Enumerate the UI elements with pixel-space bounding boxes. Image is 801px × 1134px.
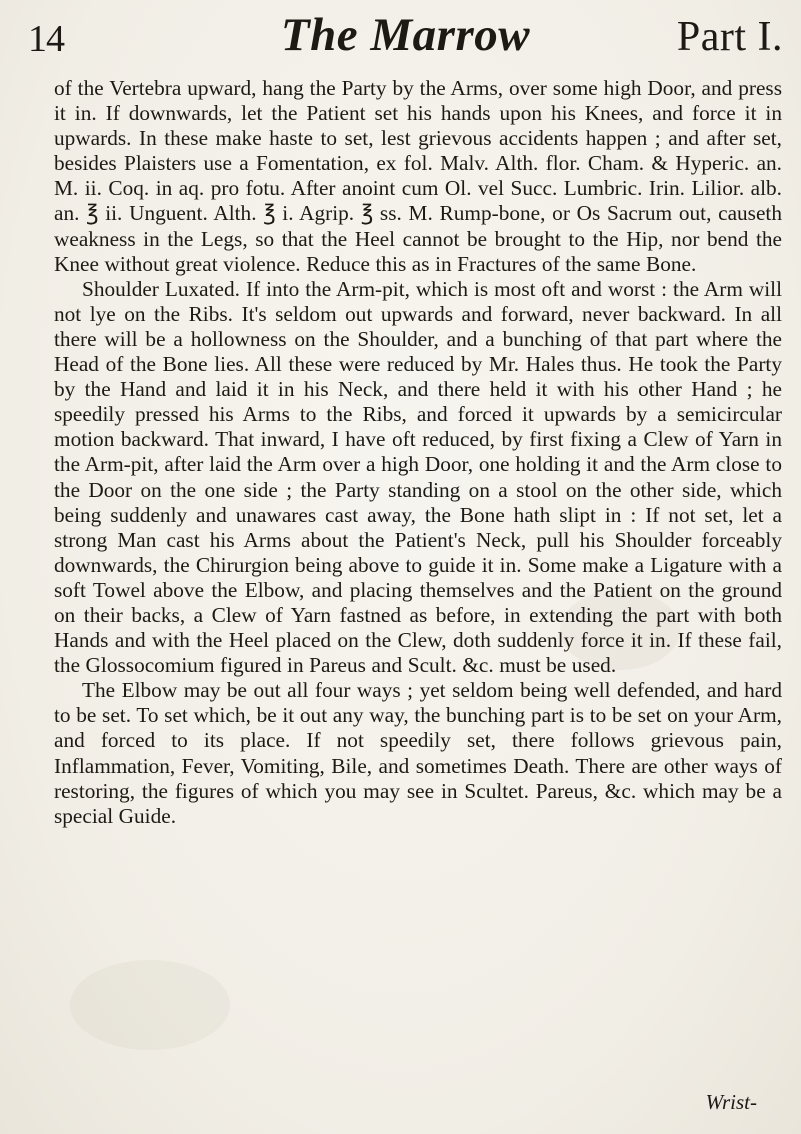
catchword: Wrist- bbox=[705, 1090, 757, 1114]
page-header bbox=[28, 8, 783, 78]
paragraph-elbow: The Elbow may be out all four ways ; yet seldom being well defended, and hard to be set. To set which, be it out any way, the bunching part is to be set on your Arm, and forced to its place. If not speedily set, there follows grievous pain, Inflammation, Fever, Vomiting, Bile, and sometimes Death. There are other ways of restoring, the figures of which you may see in Scultet. Pareus, &c. which may be a special Guide. bbox=[54, 678, 782, 828]
running-title: The Marrow bbox=[280, 9, 531, 61]
paragraph-shoulder-luxated: Shoulder Luxated. If into the Arm-pit, which is most oft and worst : the Arm will not lye on the Ribs. It's seldom out upwards and forward, never backward. In all there will be a hollowness on the Shoulder, and a bunching of that part where the Head of the Bone lies. All these were reduced by Mr. Hales thus. He took the Party by the Hand and laid it in his Neck, and there held it with his other Hand ; he speedily pressed his Arms to the Ribs, and forced it upwards by a semicircular motion backward. That inward, I have oft reduced, by first fixing a Clew of Yarn in the Arm-pit, after laid the Arm over a high Door, one holding it and the Arm close to the Door on the one side ; the Party standing on a stool on the other side, which being suddenly and unawares cast away, the Bone hath slipt in : If not set, let a strong Man cast his Arms about the Patient's Neck, pull his Shoulder forceably downwards, the Chirurgion being above to guide it in. Some make a Ligature with a soft Towel above the Elbow, and placing themselves and the Patient on the ground on their backs, a Clew of Yarn fastned as before, in extending the part with both Hands and with the Heel placed on the Clew, doth suddenly force it in. If these fail, the Glossocomium figured in Pareus and Scult. &c. must be used. bbox=[54, 276, 782, 678]
page-number: 14 bbox=[28, 18, 64, 60]
part-label: Part I. bbox=[676, 14, 783, 60]
paper-stain bbox=[70, 960, 230, 1050]
body-text bbox=[54, 76, 782, 829]
paragraph-spine-and-rump: of the Vertebra upward, hang the Party by the Arms, over some high Door, and press it in. If downwards, let the Patient set his hands upon his Knees, and force it in upwards. In these make haste to set, lest grievous accidents happen ; and after set, besides Plaisters use a Fomentation, ex fol. Malv. Alth. flor. Cham. & Hyperic. an. M. ii. Coq. in aq. pro fotu. After anoint cum Ol. vel Succ. Lumbric. Irin. Lilior. alb. an. ℥ ii. Unguent. Alth. ℥ i. Agrip. ℥ ss. M. Rump-bone, or Os Sacrum out, causeth weakness in the Legs, so that the Heel cannot be brought to the Hip, nor bend the Knee without great violence. Reduce this as in Fractures of the same Bone. bbox=[54, 76, 782, 276]
